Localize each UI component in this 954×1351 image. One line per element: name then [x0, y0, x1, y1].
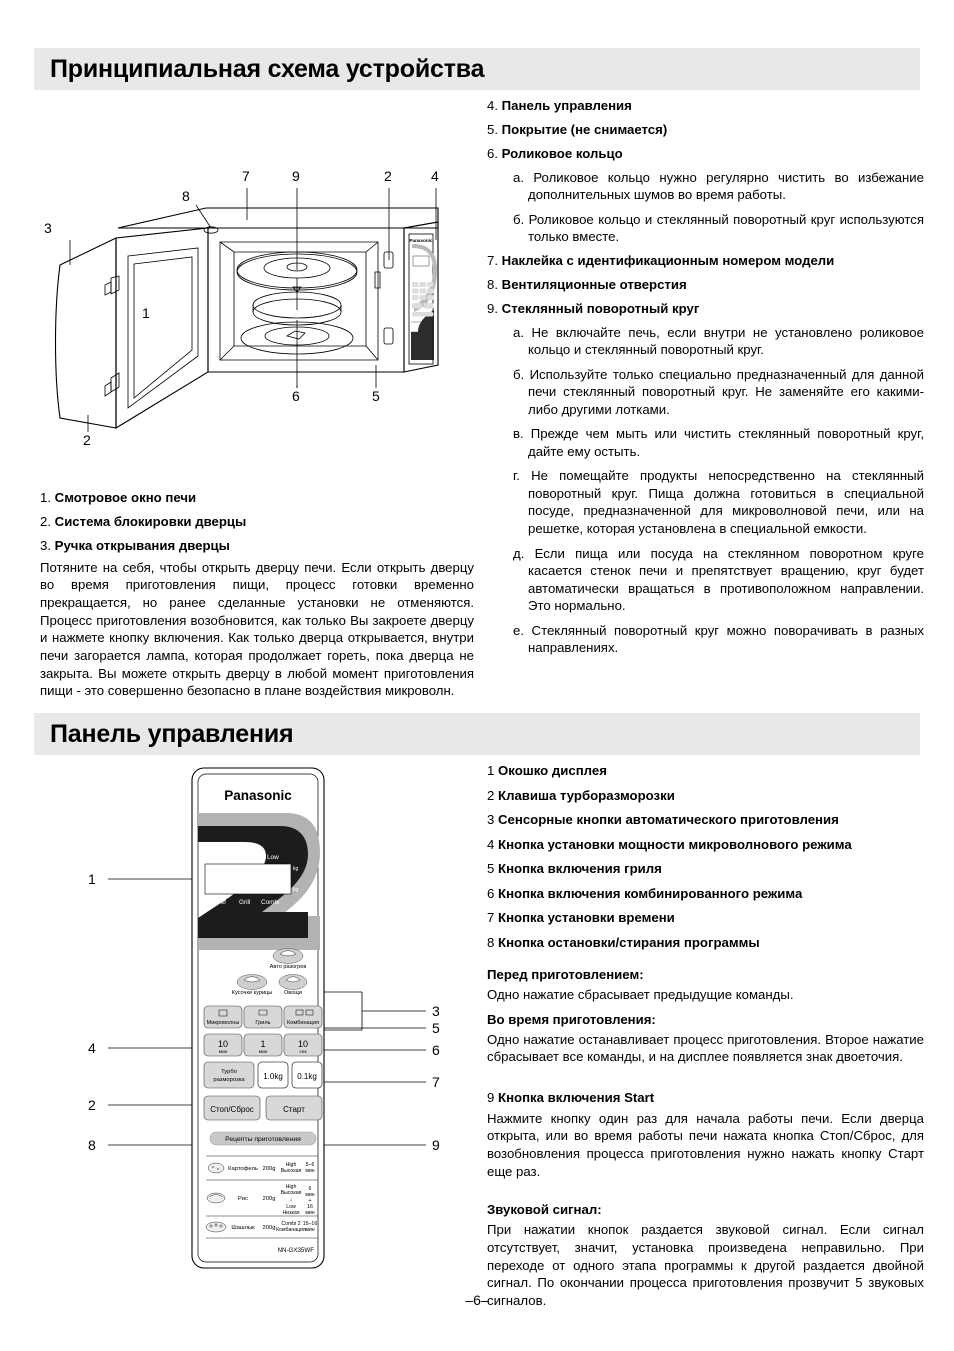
oven-callout-1: 1: [142, 305, 150, 321]
svg-text:+: +: [308, 1198, 312, 1204]
oven-callout-2-bottom: 2: [83, 432, 91, 448]
svg-text:Panasonic: Panasonic: [409, 238, 433, 243]
panel-display-window: [205, 864, 291, 894]
svg-text:Комбинация: Комбинация: [286, 1020, 320, 1026]
oven-callout-4: 4: [431, 168, 439, 184]
item-number: 8: [487, 934, 495, 950]
oven-callout-8: 8: [182, 188, 190, 204]
svg-text:10: 10: [297, 1039, 309, 1049]
svg-text:Рецепты приготовления: Рецепты приготовления: [225, 1136, 301, 1143]
list-item: [487, 146, 924, 163]
panel-callout-4: 4: [88, 1040, 96, 1056]
item-number: 6: [487, 885, 495, 901]
beep-heading: Звуковой сигнал:: [487, 1202, 602, 1218]
control-panel-diagram: [80, 760, 480, 1280]
svg-text:Высокая: Высокая: [280, 1168, 302, 1174]
beep-text: При нажатии кнопок раздается звуковой сигнал. Если сигнал отсутствует, значит, установка произведена неправильно. При переходе от одного этапа программы к другой раздается двойной сигнал. По окончании процесса приготовления прозвучит 5 звуковых сигналов.: [487, 1222, 924, 1309]
svg-text:kg: kg: [293, 866, 299, 872]
item-number: 7.: [487, 252, 498, 268]
panel-callout-5: 5: [432, 1020, 440, 1036]
sub-item-text: Не помещайте продукты непосредственно на стеклянный поворотный круг. Пища должна готовиться в специальной посуде, предназначенной для микроволновой печи, или на решетке, которая установлена в специальной емкости.: [528, 468, 924, 536]
sub-item-letter: г.: [513, 468, 520, 484]
svg-text:200g: 200g: [262, 1166, 276, 1172]
list-item: [487, 301, 924, 318]
svg-text:Комбинация: Комбинация: [276, 1227, 306, 1233]
list-item: [487, 788, 924, 805]
list-item: [487, 812, 924, 829]
panel-brand-text: Panasonic: [224, 788, 292, 803]
svg-text:Низкая: Низкая: [282, 1210, 300, 1216]
oven-callout-3: 3: [44, 220, 52, 236]
sub-item-letter: е.: [513, 622, 524, 638]
svg-text:Картофель: Картофель: [228, 1166, 258, 1172]
oven-callout-7: 7: [242, 168, 250, 184]
svg-text:Микроволны: Микроволны: [206, 1020, 240, 1026]
sub-item-letter: в.: [513, 426, 524, 442]
item-number: 4.: [487, 98, 498, 113]
svg-text:мин: мин: [218, 1050, 228, 1055]
item-label: Панель управления: [501, 98, 632, 113]
item-number: 4: [487, 836, 495, 852]
during-cooking-heading: Во время приготовления:: [487, 1011, 656, 1027]
item-label: Кнопка установки времени: [498, 910, 675, 925]
svg-text:Рис: Рис: [237, 1196, 249, 1202]
sub-list-item: [513, 622, 924, 657]
item-number: 9.: [487, 300, 498, 316]
item-number: 7: [487, 910, 495, 925]
svg-text:Кусочки курицы: Кусочки курицы: [231, 990, 273, 996]
item-label: Кнопка остановки/стирания программы: [498, 934, 760, 950]
list-item: [40, 514, 474, 531]
sub-item-letter: б.: [513, 366, 525, 382]
svg-text:5–6: 5–6: [305, 1162, 315, 1168]
svg-text:1: 1: [260, 1039, 266, 1049]
oven-callout-5: 5: [372, 388, 380, 404]
item-number: 9: [487, 1090, 495, 1106]
svg-text:Low: Low: [286, 1204, 296, 1210]
item-number: 1.: [40, 490, 51, 505]
sub-item-text: Если пища или посуда на стеклянном поворотном круге касается стенок печи и препятствует вращению, круг будет автоматически вращаться в противоположном направлении. Это нормально.: [528, 545, 924, 614]
sub-list-item: [513, 366, 924, 419]
svg-text:10: 10: [217, 1039, 229, 1049]
item-label: Стеклянный поворотный круг: [501, 300, 700, 316]
svg-text:сек: сек: [299, 1050, 307, 1055]
svg-text:High: High: [285, 1162, 297, 1168]
panel-callout-7: 7: [432, 1074, 440, 1090]
svg-text:Combi: Combi: [261, 899, 280, 906]
svg-text:200g: 200g: [262, 1196, 276, 1202]
item-number: 8.: [487, 276, 498, 292]
svg-text:разморозка: разморозка: [213, 1077, 245, 1083]
list-item: [487, 98, 924, 115]
oven-callout-6: 6: [292, 388, 300, 404]
sub-list-item: [513, 425, 924, 460]
page-number: –6–: [465, 1292, 489, 1308]
section-header-control-panel: [34, 713, 920, 755]
item-label: Ручка открывания дверцы: [54, 537, 230, 553]
section-header-schematic: [34, 48, 920, 90]
item-number: 2: [487, 787, 495, 803]
svg-text:Гриль: Гриль: [255, 1020, 271, 1026]
svg-text:мин: мин: [305, 1192, 315, 1198]
sub-item-text: Используйте только специально предназначенный для данной печи стеклянный поворотный круг. Не заменяйте его какими-либо другими лотками.: [528, 366, 924, 417]
svg-text:Шашлык: Шашлык: [231, 1225, 255, 1231]
svg-text:Стоп/Сброс: Стоп/Сброс: [210, 1105, 254, 1114]
svg-text:мин: мин: [305, 1227, 315, 1233]
oven-callout-9: 9: [292, 168, 300, 184]
item-label: Смотровое окно печи: [54, 490, 197, 505]
list-item: [487, 837, 924, 854]
list-item: [487, 935, 924, 952]
panel-callout-8: 8: [88, 1137, 96, 1153]
section-title: Принципиальная схема устройства: [50, 54, 485, 83]
sub-item-text: Прежде чем мыть или чистить стеклянный поворотный круг, дайте ему остыть.: [528, 426, 924, 459]
sub-list-item: [513, 169, 924, 204]
item-number: 1: [487, 763, 495, 778]
list-item: [487, 122, 924, 139]
item-label: Покрытие (не снимается): [501, 121, 668, 137]
item-label: Кнопка включения комбинированного режима: [498, 885, 803, 901]
schematic-left-column: [40, 490, 474, 700]
item-label: Наклейка с идентификационным номером модели: [501, 252, 835, 268]
sub-list-item: [513, 324, 924, 359]
schematic-right-column: [487, 98, 924, 664]
svg-text:Med: Med: [240, 854, 253, 861]
item-label: Система блокировки дверцы: [54, 513, 247, 529]
item-number: 6.: [487, 145, 498, 161]
svg-text:Турбо: Турбо: [221, 1069, 237, 1075]
before-cooking-heading: Перед приготовлением:: [487, 967, 644, 982]
panel-callout-6: 6: [432, 1042, 440, 1058]
section-title: Панель управления: [50, 719, 294, 748]
sub-item-text: Не включайте печь, если внутри не установлено роликовое кольцо и стеклянный поворотный круг.: [528, 324, 924, 358]
svg-text:High: High: [285, 1184, 297, 1190]
svg-text:High: High: [214, 854, 228, 861]
sub-item-letter: а.: [513, 324, 524, 340]
svg-text:15–16: 15–16: [302, 1221, 318, 1227]
item-label: Вентиляционные отверстия: [501, 276, 687, 292]
list-item: [40, 490, 474, 507]
sub-item-text: Стеклянный поворотный круг можно поворачивать в разных направлениях.: [528, 622, 924, 656]
before-cooking-text: Одно нажатие сбрасывает предыдущие команды.: [487, 987, 794, 1002]
panel-model-number: NN-GX35WF: [277, 1247, 314, 1254]
list-item: [487, 253, 924, 270]
svg-text:0.1kg: 0.1kg: [297, 1072, 317, 1081]
sub-item-letter: д.: [513, 545, 525, 561]
start-button-heading: [487, 1090, 924, 1107]
door-handle-paragraph: Потяните на себя, чтобы открыть дверцу печи. Если открыть дверцу во время приготовления пищи, процесс готовки временно прекращается, но ранее сделанные установки не отменяются. Процесс приготовления возобновится, как только Вы закроете дверцу и нажмете кнопку включения. Как только дверца открывается, внутри печи загорается лампа, которая продолжает гореть, пока дверца не закрыта. Вы можете открыть дверцу в любой момент приготовления пищи - это совершенно безопасно в плане воздействия микроволн.: [40, 559, 474, 699]
list-item: [487, 763, 924, 780]
svg-text:мин: мин: [305, 1168, 315, 1174]
control-panel-svg: [80, 760, 480, 1280]
panel-callout-9: 9: [432, 1137, 440, 1153]
sub-item-letter: б.: [513, 211, 525, 227]
svg-text:Овощи: Овощи: [283, 990, 303, 996]
item-number: 3: [487, 812, 495, 827]
oven-diagram: [44, 160, 478, 455]
item-label: Кнопка включения гриля: [498, 861, 662, 876]
sub-list-item: [513, 211, 924, 246]
oven-callout-2-right: 2: [384, 168, 392, 184]
item-number: 5.: [487, 121, 498, 137]
item-label: Окошко дисплея: [498, 763, 607, 778]
list-item: [487, 910, 924, 927]
sub-item-letter: а.: [513, 169, 524, 185]
list-item: [487, 861, 924, 878]
item-label: Кнопка включения Start: [498, 1090, 655, 1106]
svg-text:мин: мин: [258, 1050, 268, 1055]
svg-text:Авто разогрев: Авто разогрев: [269, 964, 307, 970]
item-label: Клавиша турборазморозки: [498, 787, 675, 803]
item-number: 3.: [40, 537, 51, 553]
list-item: [487, 886, 924, 903]
panel-callout-1: 1: [88, 871, 96, 887]
during-cooking-text: Одно нажатие останавливает процесс приготовления. Второе нажатие сбрасывает все команды, и на дисплее появляется знак двоеточия.: [487, 1031, 924, 1065]
svg-text:↓: ↓: [289, 1197, 293, 1203]
svg-text:Высокая: Высокая: [280, 1190, 302, 1196]
panel-callout-3: 3: [432, 1003, 440, 1019]
start-button-text: Нажмите кнопку один раз для начала работы печи. Если дверца открыта, или во время работы печи нажата кнопка Стоп/Сброс, для возобновления процесса приготовления нужно нажать кнопку Старт еще раз.: [487, 1110, 924, 1179]
item-number: 2.: [40, 513, 51, 529]
svg-text:200g: 200g: [262, 1225, 276, 1231]
item-number: 5: [487, 861, 495, 876]
svg-text:kg: kg: [293, 887, 299, 893]
control-panel-right-column: [487, 763, 924, 1310]
item-label: Роликовое кольцо: [501, 145, 623, 161]
svg-text:Combi 2: Combi 2: [281, 1221, 301, 1227]
oven-diagram-svg: [48, 160, 478, 455]
svg-text:мин: мин: [305, 1210, 315, 1216]
list-item: [487, 277, 924, 294]
sub-list-item: [513, 545, 924, 615]
item-label: Сенсорные кнопки автоматического приготовления: [498, 812, 839, 827]
svg-text:6: 6: [308, 1186, 312, 1192]
svg-text:Def: Def: [216, 899, 226, 906]
sub-item-text: Роликовое кольцо нужно регулярно чистить во избежание дополнительных шумов во время работы.: [528, 169, 924, 203]
svg-text:16: 16: [307, 1204, 313, 1210]
item-label: Кнопка установки мощности микроволнового режима: [498, 836, 852, 852]
svg-text:Low: Low: [267, 854, 279, 861]
panel-callout-2: 2: [88, 1097, 96, 1113]
sub-list-item: [513, 467, 924, 537]
svg-text:Grill: Grill: [239, 899, 251, 906]
svg-text:Старт: Старт: [283, 1105, 305, 1114]
list-item: [40, 538, 474, 555]
sub-item-text: Роликовое кольцо и стеклянный поворотный круг используются только вместе.: [528, 211, 924, 245]
svg-text:1.0kg: 1.0kg: [263, 1072, 283, 1081]
